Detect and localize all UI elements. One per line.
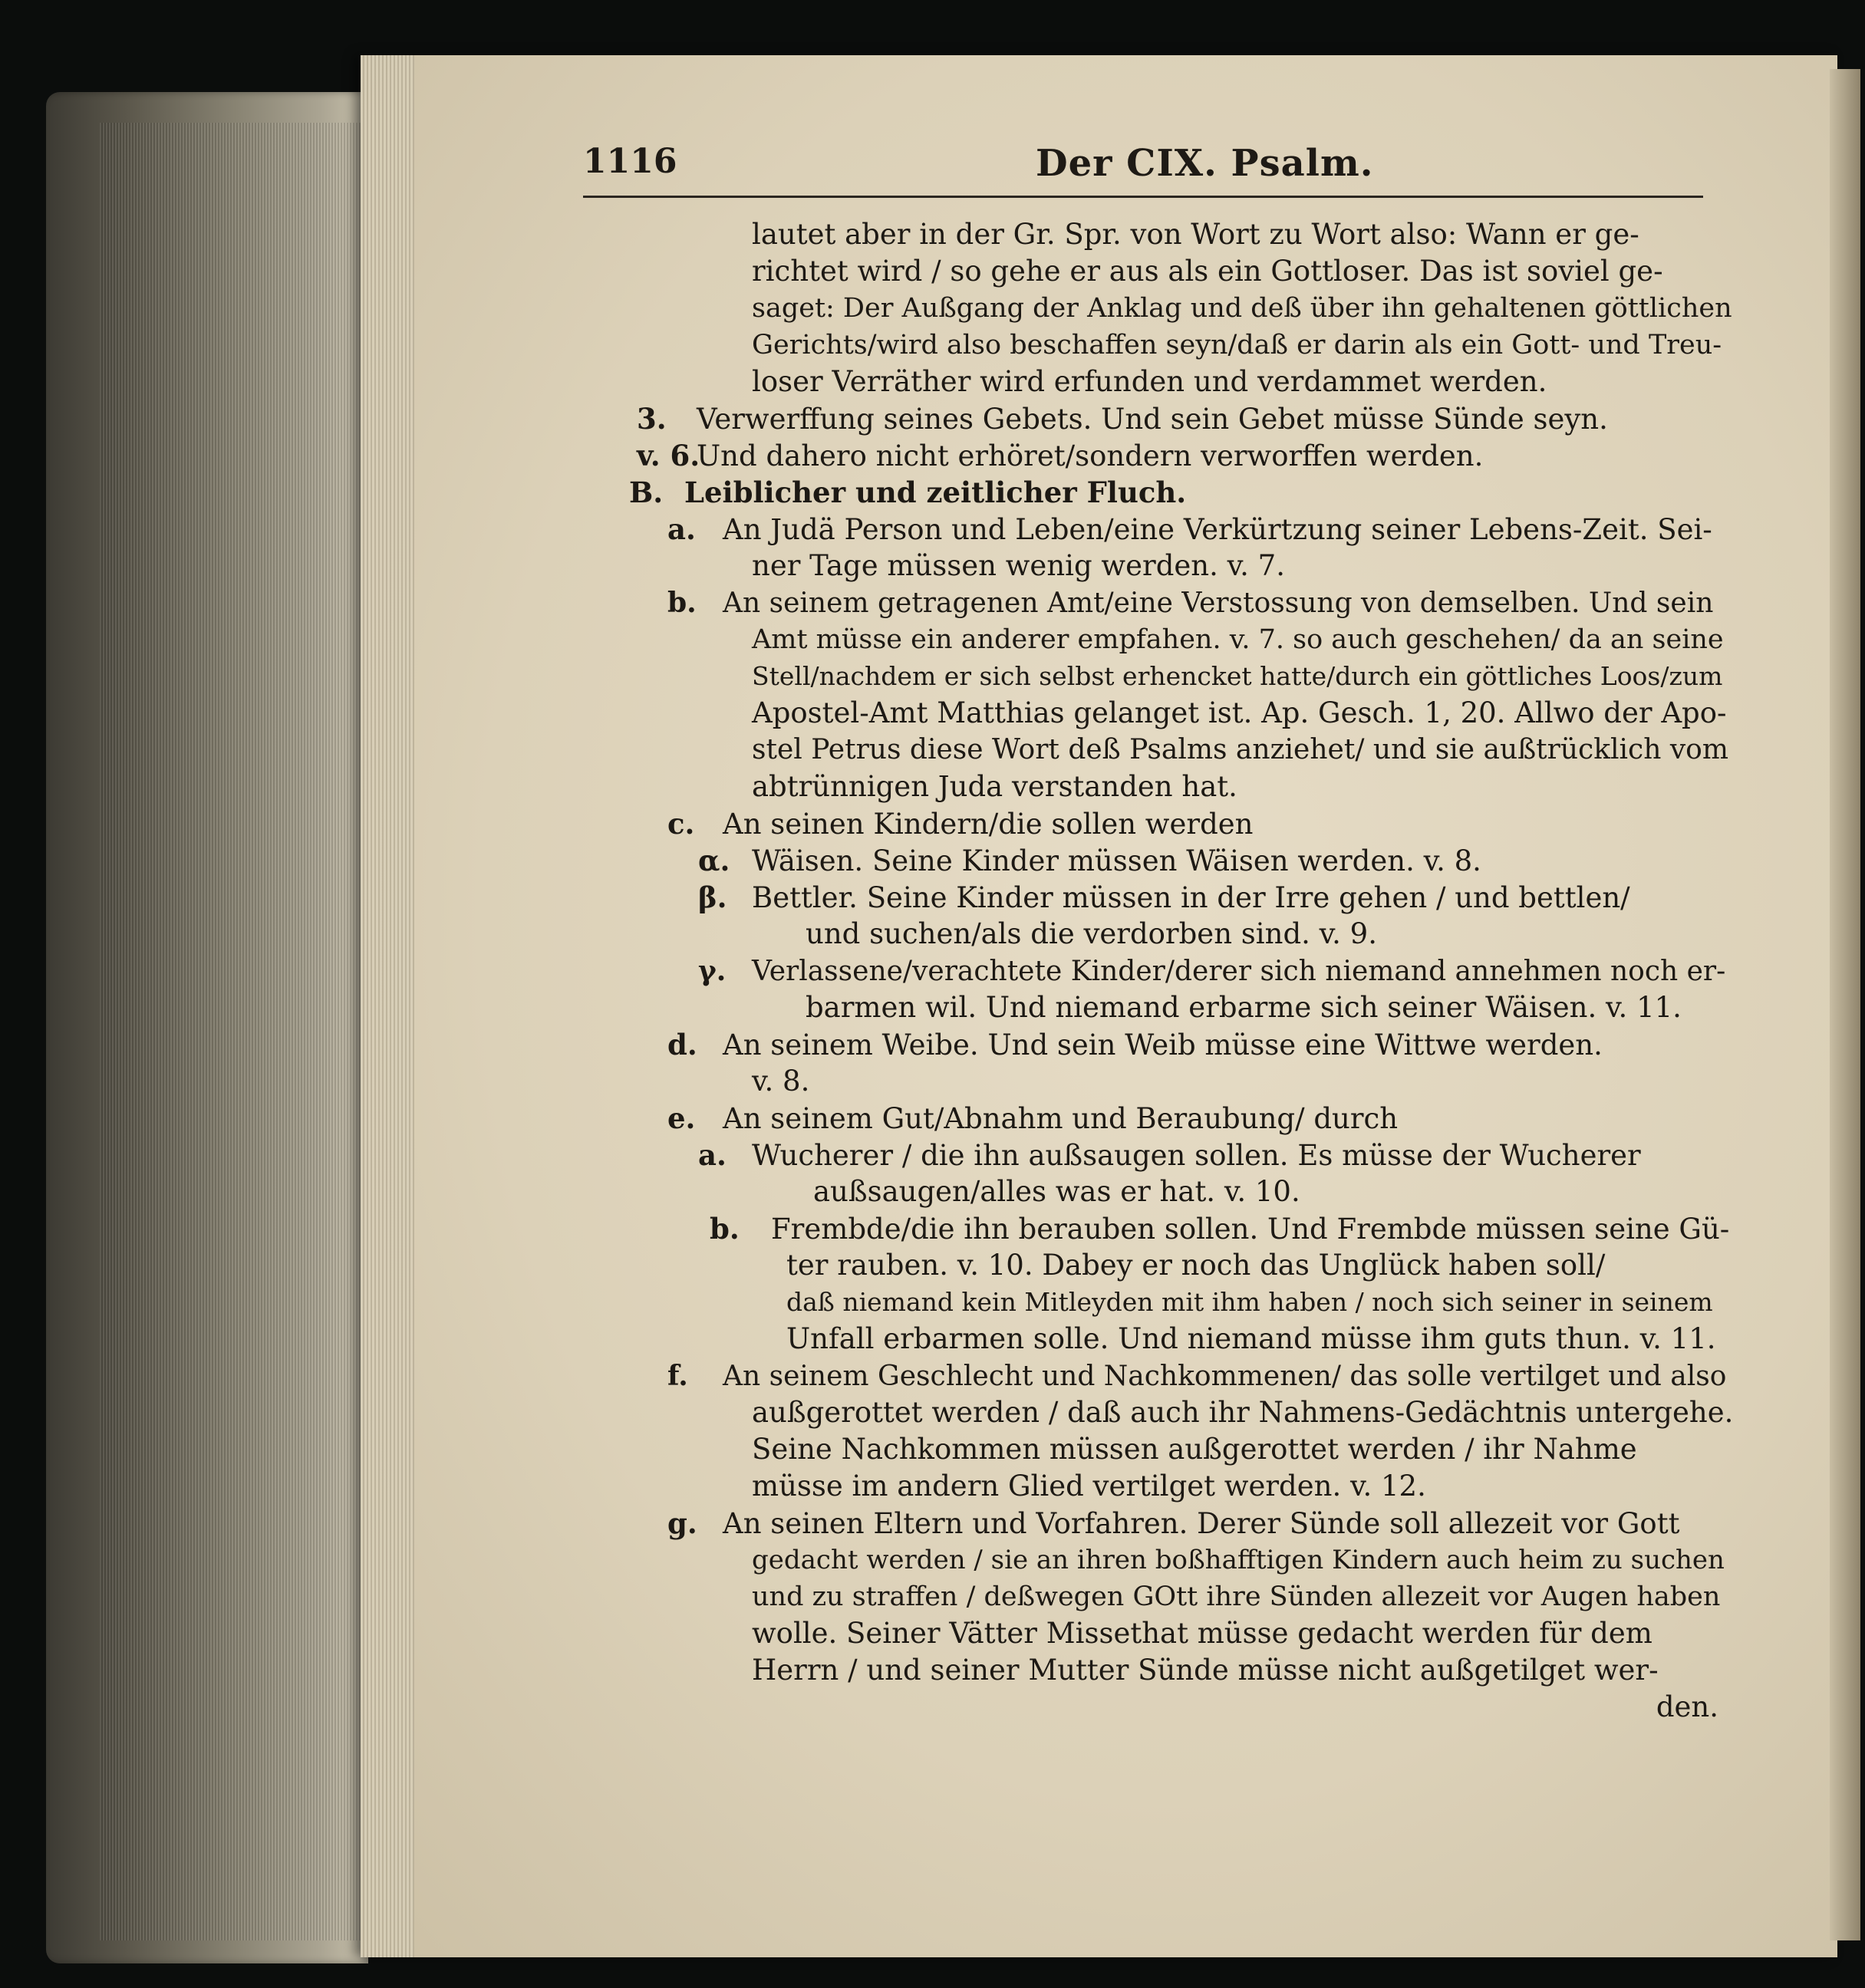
page-edges-left	[100, 123, 368, 1940]
text-line: ter rauben. v. 10. Dabey er noch das Unglück haben soll/	[786, 1249, 1606, 1282]
item-marker: a.	[667, 512, 696, 546]
page-header	[583, 142, 1703, 198]
text-line: müsse im andern Glied vertilget werden. v. 12.	[752, 1470, 1426, 1503]
text-line: außsaugen/alles was er hat. v. 10.	[813, 1175, 1300, 1208]
list-item: 3. Verwerffung seines Gebets. Und sein Gebet müsse Sünde seyn.	[637, 402, 1608, 436]
list-item: a. Wucherer / die ihn außsaugen sollen. Es müsse der Wucherer	[698, 1138, 1641, 1172]
item-marker: g.	[667, 1506, 697, 1540]
text-line: loser Verräther wird erfunden und verdammet werden.	[752, 365, 1547, 398]
item-marker: a.	[698, 1138, 727, 1172]
text-line: gedacht werden / sie an ihren boßhafftigen Kindern auch heim zu suchen	[752, 1545, 1725, 1575]
page-number: 1116	[583, 142, 677, 181]
text-line: außgerottet werden / daß auch ihr Nahmens-Gedächtnis untergehe.	[752, 1396, 1734, 1429]
item-marker: v. 6.	[637, 439, 700, 472]
text-line: den.	[1656, 1690, 1718, 1723]
list-item: f. An seinem Geschlecht und Nachkommenen/ das solle vertilget und also	[629, 1358, 1734, 1394]
text-line: abtrünnigen Juda verstanden hat.	[752, 770, 1237, 803]
text-line: Herrn / und seiner Mutter Sünde müsse nicht außgetilget wer-	[752, 1654, 1659, 1687]
item-marker: c.	[667, 807, 695, 841]
book-page-stack	[46, 92, 368, 1963]
body-text	[629, 216, 1734, 1726]
item-marker: γ.	[698, 955, 727, 987]
item-marker: β.	[698, 880, 727, 914]
text-line: lautet aber in der Gr. Spr. von Wort zu Wort also: Wann er ge-	[752, 218, 1639, 251]
item-marker: b.	[710, 1212, 740, 1246]
item-marker: d.	[667, 1028, 697, 1061]
text-line: saget: Der Außgang der Anklag und deß über ihn gehaltenen göttlichen	[752, 293, 1732, 324]
list-item: v. 6.Und dahero nicht erhöret/sondern verworffen werden.	[637, 439, 1484, 472]
item-marker: e.	[667, 1101, 696, 1135]
text-line: wolle. Seiner Vätter Missethat müsse gedacht werden für dem	[752, 1617, 1652, 1650]
text-line: richtet wird / so gehe er aus als ein Gottloser. Das ist soviel ge-	[752, 255, 1663, 288]
text-line: Stell/nachdem er sich selbst erhencket hatte/durch ein göttliches Loos/zum	[752, 661, 1723, 691]
page-edges-gutter	[361, 55, 414, 1957]
item-marker: b.	[667, 587, 697, 619]
list-item: b. An seinem getragenen Amt/eine Verstossung von demselben. Und sein	[629, 584, 1734, 621]
list-item: b. Frembde/die ihn berauben sollen. Und Frembde müssen seine Gü-	[710, 1212, 1730, 1246]
text-line: v. 8.	[752, 1065, 810, 1098]
text-line: stel Petrus diese Wort deß Psalms anziehet/ und sie außtrücklich vom	[752, 734, 1728, 765]
item-marker: α.	[698, 844, 730, 877]
list-item: d. An seinem Weibe. Und sein Weib müsse eine Wittwe werden.	[667, 1028, 1603, 1061]
text-line: Unfall erbarmen solle. Und niemand müsse ihm guts thun. v. 11.	[786, 1322, 1716, 1355]
text-line: Seine Nachkommen müssen außgerottet werden / ihr Nahme	[752, 1433, 1637, 1466]
item-marker: f.	[667, 1360, 688, 1392]
text-line: Amt müsse ein anderer empfahen. v. 7. so auch geschehen/ da an seine	[752, 624, 1724, 655]
item-marker: 3.	[637, 402, 667, 436]
text-line: ner Tage müssen wenig werden. v. 7.	[752, 549, 1285, 582]
list-item: c. An seinen Kindern/die sollen werden	[667, 807, 1254, 841]
list-item: β. Bettler. Seine Kinder müssen in der Irre gehen / und bettlen/	[698, 880, 1630, 914]
text-line: Apostel-Amt Matthias gelanget ist. Ap. Gesch. 1, 20. Allwo der Apo-	[752, 696, 1727, 729]
facing-page-edge	[1830, 69, 1860, 1940]
list-item: g. An seinen Eltern und Vorfahren. Derer Sünde soll allezeit vor Gott	[667, 1506, 1680, 1540]
list-item: e. An seinem Gut/Abnahm und Beraubung/ durch	[667, 1101, 1399, 1135]
text-line: Gerichts/wird also beschaffen seyn/daß er darin als ein Gott- und Treu-	[752, 330, 1722, 360]
list-item: γ. Verlassene/verachtete Kinder/derer sich niemand annehmen noch er-	[629, 953, 1734, 989]
text-line: barmen wil. Und niemand erbarme sich seiner Wäisen. v. 11.	[806, 991, 1682, 1024]
running-head: Der CIX. Psalm.	[1036, 142, 1374, 185]
section-heading: B. Leiblicher und zeitlicher Fluch.	[629, 476, 1187, 509]
item-marker: B.	[629, 476, 664, 509]
text-line: und suchen/als die verdorben sind. v. 9.	[806, 917, 1377, 950]
text-line: und zu straffen / deßwegen GOtt ihre Sünden allezeit vor Augen haben	[752, 1582, 1721, 1612]
list-item: a. An Judä Person und Leben/eine Verkürtzung seiner Lebens-Zeit. Sei-	[667, 512, 1712, 546]
list-item: α. Wäisen. Seine Kinder müssen Wäisen werden. v. 8.	[698, 844, 1481, 877]
text-line: daß niemand kein Mitleyden mit ihm haben / noch sich seiner in seinem	[786, 1287, 1713, 1317]
